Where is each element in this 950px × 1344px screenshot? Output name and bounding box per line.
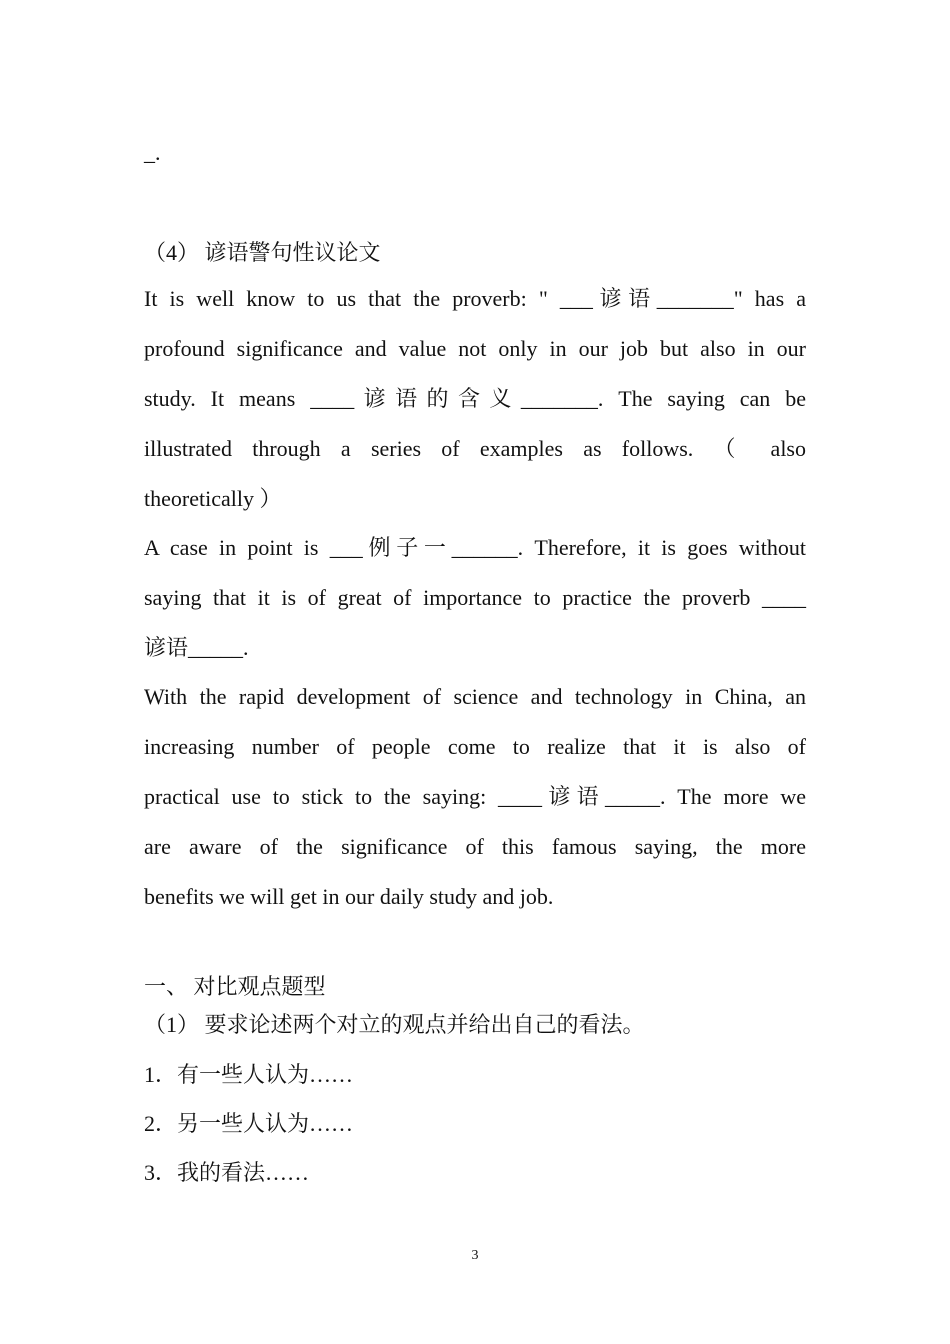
paragraph-line: illustrated through a series of examples as follows. （ also bbox=[144, 436, 806, 461]
paragraph-line: 谚语_____. bbox=[144, 635, 249, 660]
section4-paragraph-2 bbox=[144, 523, 806, 673]
paragraph-line: practical use to stick to the saying: ____谚语_____. The more we bbox=[144, 784, 806, 809]
paragraph-line: increasing number of people come to realize that it is also of bbox=[144, 734, 806, 759]
paragraph-line: A case in point is ___例子一______. Therefore, it is goes without bbox=[144, 535, 806, 560]
paragraph-line: saying that it is of great of importance to practice the proverb ____ bbox=[144, 585, 806, 610]
paragraph-line: It is well know to us that the proverb: " ___谚语_______" has a bbox=[144, 286, 806, 311]
section4-paragraph-3 bbox=[144, 672, 806, 922]
page-number: 3 bbox=[471, 1248, 479, 1263]
contrast-section-heading: 一、 对比观点题型 bbox=[144, 974, 326, 999]
section4-paragraph-1 bbox=[144, 274, 806, 524]
list-item: 1．有一些人认为…… bbox=[144, 1062, 354, 1087]
list-item: 2．另一些人认为…… bbox=[144, 1111, 354, 1136]
list-item: 3．我的看法…… bbox=[144, 1160, 310, 1185]
paragraph-line: With the rapid development of science and technology in China, an bbox=[144, 684, 806, 709]
paragraph-line: theoretically ） bbox=[144, 486, 282, 511]
paragraph-line: benefits we will get in our daily study and job. bbox=[144, 884, 554, 909]
paragraph-line: are aware of the significance of this famous saying, the more bbox=[144, 834, 806, 859]
section4-heading: （4） 谚语警句性议论文 bbox=[144, 240, 381, 265]
contrast-section-subheading: （1） 要求论述两个对立的观点并给出自己的看法。 bbox=[144, 1012, 645, 1037]
paragraph-line: profound significance and value not only in our job but also in our bbox=[144, 336, 806, 361]
top-fragment: _. bbox=[144, 140, 161, 165]
paragraph-line: study. It means ____谚语的含义_______. The saying can be bbox=[144, 386, 806, 411]
